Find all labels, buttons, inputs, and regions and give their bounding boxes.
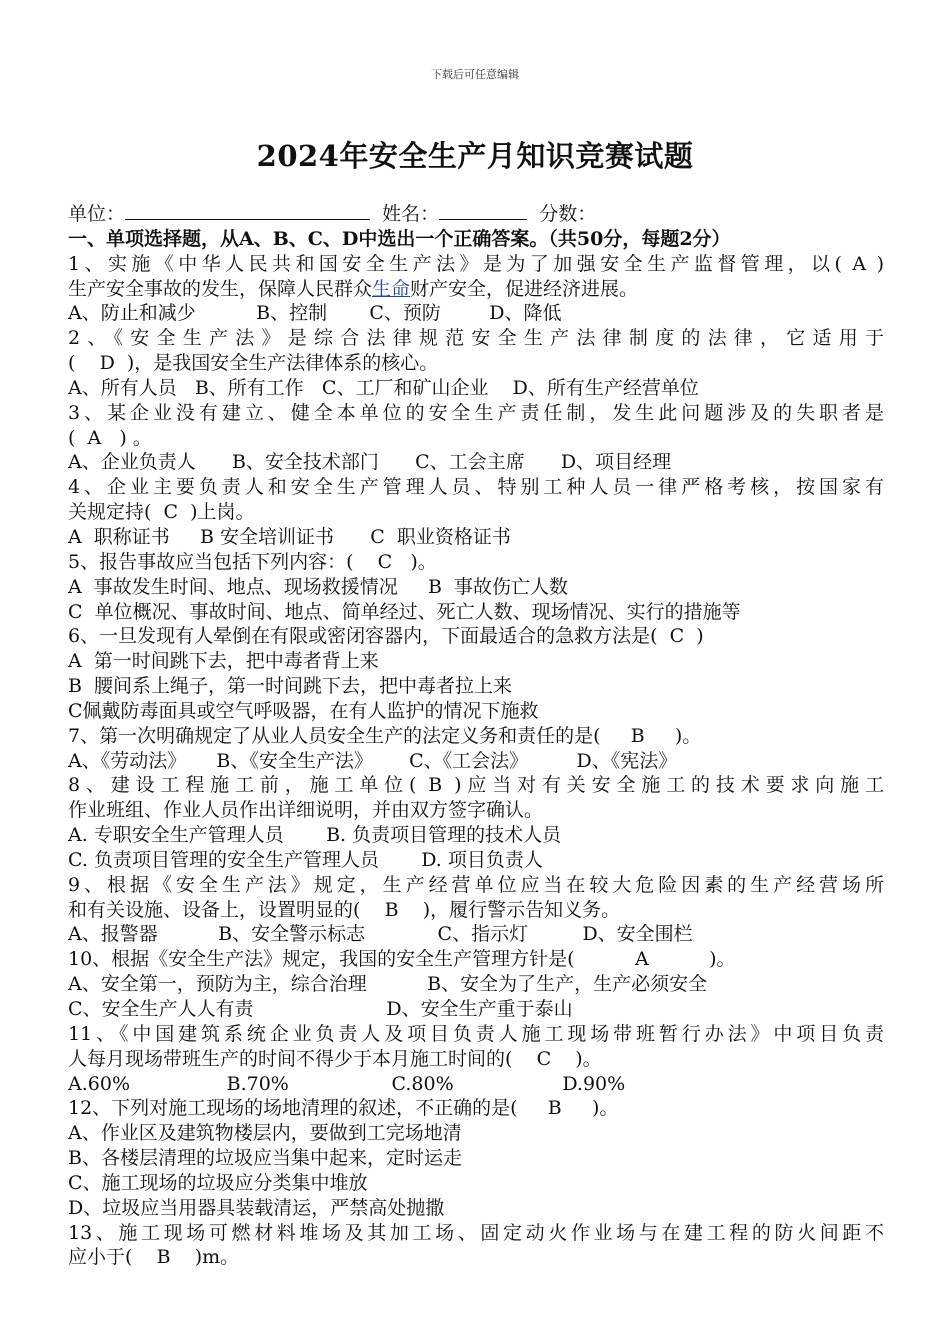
- question-8-stem: 8、建设工程施工前，施工单位( B )应当对有关安全施工的技术要求向施工: [68, 774, 884, 797]
- answer-sheet-fields: [68, 202, 884, 227]
- question-3-stem: 3、某企业没有建立、健全本单位的安全生产责任制，发生此问题涉及的失职者是: [68, 401, 884, 424]
- question-3-stem-cont: ( A ) 。: [68, 426, 152, 449]
- question-1-options: A、防止和减少 B、控制 C、预防 D、降低: [68, 302, 562, 325]
- spacer: [370, 203, 382, 225]
- section-heading: 一、单项选择题，从A、B、C、D中选出一个正确答案。（共50分，每题2分）: [68, 227, 731, 250]
- question-1-stem: 1、实施《中华人民共和国安全生产法》是为了加强安全生产监督管理，以( A ): [68, 252, 884, 275]
- life-link[interactable]: 生命: [372, 277, 411, 300]
- question-1-stem-cont: [68, 277, 884, 302]
- question-6-option-b: B 腰间系上绳子，第一时间跳下去，把中毒者拉上来: [68, 675, 513, 698]
- question-12-option-c: C、施工现场的垃圾应分类集中堆放: [68, 1171, 368, 1194]
- question-4-stem-cont: 关规定持( C )上岗。: [68, 501, 255, 524]
- question-5-options-ab: A 事故发生时间、地点、现场救援情况 B 事故伤亡人数: [68, 575, 569, 598]
- header-note: 下载后可任意编辑: [431, 68, 519, 81]
- document-body: [68, 202, 884, 1270]
- question-6-stem: 6、一旦发现有人晕倒在有限或密闭容器内，下面最适合的急救方法是( C ): [68, 625, 704, 648]
- text-span: 财产安全，促进经济进展。: [410, 277, 639, 300]
- question-13-stem-cont: 应小于( B )m。: [68, 1246, 240, 1269]
- question-10-options-cd: C、安全生产人人有责 D、安全生产重于泰山: [68, 998, 573, 1020]
- question-5-stem: 5、报告事故应当包括下列内容：( C )。: [68, 550, 437, 573]
- text-span: 生产安全事故的发生，保障人民群众: [68, 277, 373, 300]
- question-3-options: A、企业负责人 B、安全技术部门 C、工会主席 D、项目经理: [68, 451, 672, 474]
- question-10-stem: 10、根据《安全生产法》规定，我国的安全生产管理方针是( A )。: [68, 948, 736, 971]
- question-9-stem-cont: 和有关设施、设备上，设置明显的( B )，履行警示告知义务。: [68, 898, 621, 921]
- question-10-options-ab: A、安全第一，预防为主，综合治理 B、安全为了生产，生产必须安全: [68, 973, 708, 996]
- question-11-options: A.60% B.70% C.80% D.90%: [68, 1072, 626, 1095]
- question-12-stem: 12、下列对施工现场的场地清理的叙述，不正确的是( B )。: [68, 1097, 619, 1120]
- question-2-stem: 2、《安全生产法》是综合法律规范安全生产法律制度的法律，它适用于: [68, 327, 884, 350]
- question-6-option-c: C佩戴防毒面具或空气呼吸器，在有人监护的情况下施救: [68, 699, 539, 722]
- question-9-options: A、报警器 B、安全警示标志 C、指示灯 D、安全围栏: [68, 923, 693, 946]
- spacer: [527, 203, 539, 225]
- name-label: 姓名：: [382, 203, 440, 225]
- question-11-stem: 11、《中国建筑系统企业负责人及项目负责人施工现场带班暂行办法》中项目负责: [68, 1022, 884, 1045]
- unit-blank[interactable]: [125, 202, 370, 220]
- unit-label: 单位：: [68, 203, 126, 225]
- question-4-stem: 4、企业主要负责人和安全生产管理人员、特别工种人员一律严格考核，按国家有: [68, 476, 884, 499]
- question-8-options-cd: C. 负责项目管理的安全生产管理人员 D. 项目负责人: [68, 848, 543, 871]
- question-2-stem-cont: ( D )，是我国安全生产法律体系的核心。: [68, 352, 439, 375]
- question-11-stem-cont: 人每月现场带班生产的时间不得少于本月施工时间的( C )。: [68, 1047, 602, 1070]
- question-2-options: A、所有人员 B、所有工作 C、工厂和矿山企业 D、所有生产经营单位: [68, 376, 699, 399]
- question-12-option-a: A、作业区及建筑物楼层内，要做到工完场地清: [68, 1122, 462, 1145]
- question-8-options-ab: A. 专职安全生产管理人员 B. 负责项目管理的技术人员: [68, 824, 562, 847]
- question-13-stem: 13、施工现场可燃材料堆场及其加工场、固定动火作业场与在建工程的防火间距不: [68, 1221, 884, 1244]
- question-8-stem-cont: 作业班组、作业人员作出详细说明，并由双方签字确认。: [68, 799, 544, 822]
- score-label: 分数：: [539, 203, 597, 225]
- question-4-options: A 职称证书 B 安全培训证书 C 职业资格证书: [68, 525, 511, 548]
- name-blank[interactable]: [439, 202, 527, 220]
- question-5-option-c: C 单位概况、事故时间、地点、简单经过、死亡人数、现场情况、实行的措施等: [68, 600, 741, 623]
- question-12-option-b: B、各楼层清理的垃圾应当集中起来，定时运走: [68, 1147, 462, 1170]
- question-12-option-d: D、垃圾应当用器具装载清运，严禁高处抛撒: [68, 1196, 445, 1219]
- question-7-options: A、《劳动法》 B、《安全生产法》 C、《工会法》 D、《宪法》: [68, 749, 678, 772]
- question-7-stem: 7、第一次明确规定了从业人员安全生产的法定义务和责任的是( B )。: [68, 724, 702, 747]
- question-9-stem: 9、根据《安全生产法》规定，生产经营单位应当在较大危险因素的生产经营场所: [68, 873, 884, 896]
- question-6-option-a: A 第一时间跳下去，把中毒者背上来: [68, 650, 379, 673]
- page-title: 2024年安全生产月知识竞赛试题: [256, 139, 694, 173]
